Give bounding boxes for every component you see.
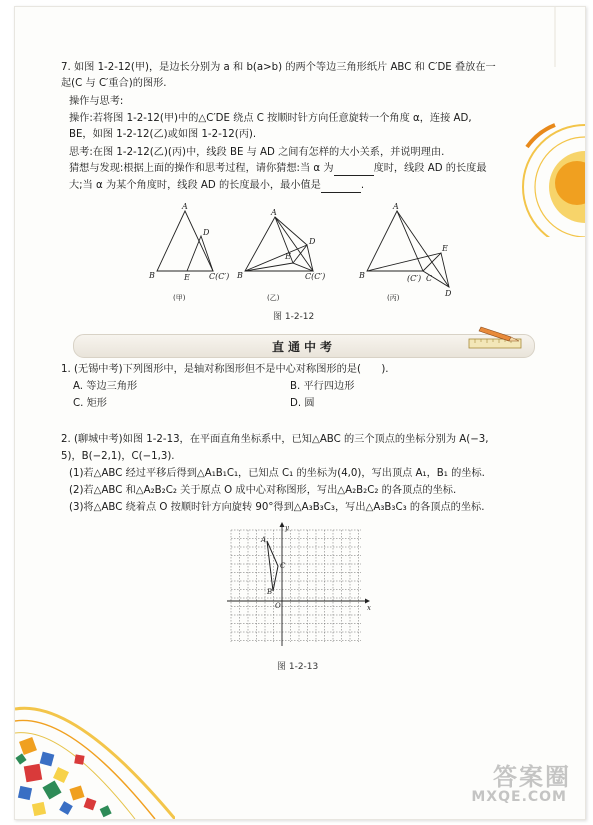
label-bing-B: B (359, 271, 365, 280)
figure-1-2-12 (145, 199, 465, 309)
q2-sub3: (3)将△ABC 绕着点 O 按顺时针方向旋转 90°得到△A₃B₃C₃，写出△A₃B₃C₃ 的各顶点的坐标. (69, 502, 485, 513)
q2-line1: 2. (聊城中考)如图 1-2-13，在平面直角坐标系中，已知△ABC 的三个顶点的坐标分别为 A(−3, (61, 434, 489, 445)
q7-line7-pre: 猜想与发现:根据上面的操作和思考过程，请你猜想:当 α 为 (69, 163, 334, 174)
figure-1-2-13-caption: 图 1-2-13 (277, 662, 319, 672)
answer-blank-angle[interactable] (334, 164, 374, 176)
label-bing-Cprime: (C′) (407, 274, 422, 283)
answer-blank-min[interactable] (321, 181, 361, 193)
decorative-circles (515, 7, 585, 237)
q1-option-d[interactable]: D. 圆 (290, 398, 315, 409)
label-bing-D: D (445, 289, 452, 298)
q7-line6: 思考:在图 1-2-12(乙)(丙)中，线段 BE 与 AD 之间有怎样的大小关系，并说明理由. (69, 147, 445, 158)
label-yi-E: E (285, 252, 291, 261)
decorative-mosaic (15, 669, 175, 819)
worksheet-page (14, 6, 586, 820)
label-jia-A: A (182, 202, 188, 211)
q1-stem: 1. (无锡中考)下列图形中，是轴对称图形但不是中心对称图形的是( ). (61, 364, 389, 375)
label-bing-E: E (442, 244, 448, 253)
q7-line4: 操作:若将图 1-2-12(甲)中的△C′DE 绕点 C 按顺时针方向任意旋转一个角度 α，连接 AD, (69, 113, 472, 124)
caption-jia: (甲) (173, 294, 186, 302)
label-jia-C: C(C′) (209, 272, 230, 281)
section-header (73, 334, 535, 358)
caption-bing: (丙) (387, 294, 400, 302)
q7-line7-post: 度时，线段 AD 的长度最 (373, 163, 487, 174)
axis-label-y: y (285, 524, 289, 532)
q1-option-a[interactable]: A. 等边三角形 (73, 381, 138, 392)
label-yi-C: C(C′) (305, 272, 326, 281)
q1-option-c[interactable]: C. 矩形 (73, 398, 107, 409)
caption-yi: (乙) (267, 294, 280, 302)
y-axis-arrow (280, 522, 285, 527)
triangle-abc (267, 541, 278, 591)
figure-yi (245, 217, 313, 271)
label-jia-E: E (184, 273, 190, 282)
figure-1-2-12-caption: 图 1-2-12 (273, 312, 315, 322)
label-jia-D: D (203, 228, 210, 237)
q2-line2: 5)，B(−2,1)，C(−1,3). (61, 451, 175, 462)
watermark (445, 757, 575, 817)
q2-sub1: (1)若△ABC 经过平移后得到△A₁B₁C₁，已知点 C₁ 的坐标为(4,0)，写出顶点 A₁，B₁ 的坐标. (69, 468, 485, 479)
axis-label-x: x (367, 604, 371, 612)
q7-line8-pre: 大;当 α 为某个角度时，线段 AD 的长度最小，最小值是 (69, 180, 321, 191)
q7-line7 (69, 161, 487, 176)
q7-line2: 起(C 与 C′重合)的图形. (61, 78, 167, 89)
watermark-logo: 答案圈 (493, 763, 571, 791)
coordinate-grid (231, 530, 361, 642)
label-yi-B: B (237, 271, 243, 280)
q7-line1: 7. 如图 1-2-12(甲)，是边长分别为 a 和 b(a>b) 的两个等边三角形纸片 ABC 和 C′DE 叠放在一 (61, 62, 496, 73)
label-yi-D: D (309, 237, 316, 246)
q7-line3: 操作与思考: (69, 96, 124, 107)
pencil-ruler-icon (467, 323, 527, 351)
label-bing-C: C (426, 274, 433, 283)
point-label-a: A (261, 536, 267, 544)
label-jia-B: B (149, 271, 155, 280)
q2-sub2: (2)若△ABC 和△A₂B₂C₂ 关于原点 O 成中心对称图形，写出△A₂B₂C₂ 的各顶点的坐标. (69, 485, 457, 496)
figure-jia (157, 211, 213, 271)
q7-line5: BE，如图 1-2-12(乙)或如图 1-2-12(丙). (69, 129, 257, 140)
q1-option-b[interactable]: B. 平行四边形 (290, 381, 355, 392)
point-label-b: B (267, 588, 273, 596)
label-yi-A: A (271, 208, 277, 217)
q7-line8 (69, 178, 364, 193)
x-axis-arrow (365, 599, 370, 604)
section-title: 直通中考 (271, 340, 336, 354)
origin-label: O (275, 602, 281, 610)
point-label-c: C (280, 562, 286, 570)
q7-line8-post: . (360, 180, 365, 191)
label-bing-A: A (393, 202, 399, 211)
watermark-url: MXQE.COM (471, 789, 567, 805)
figure-1-2-13 (223, 522, 371, 650)
